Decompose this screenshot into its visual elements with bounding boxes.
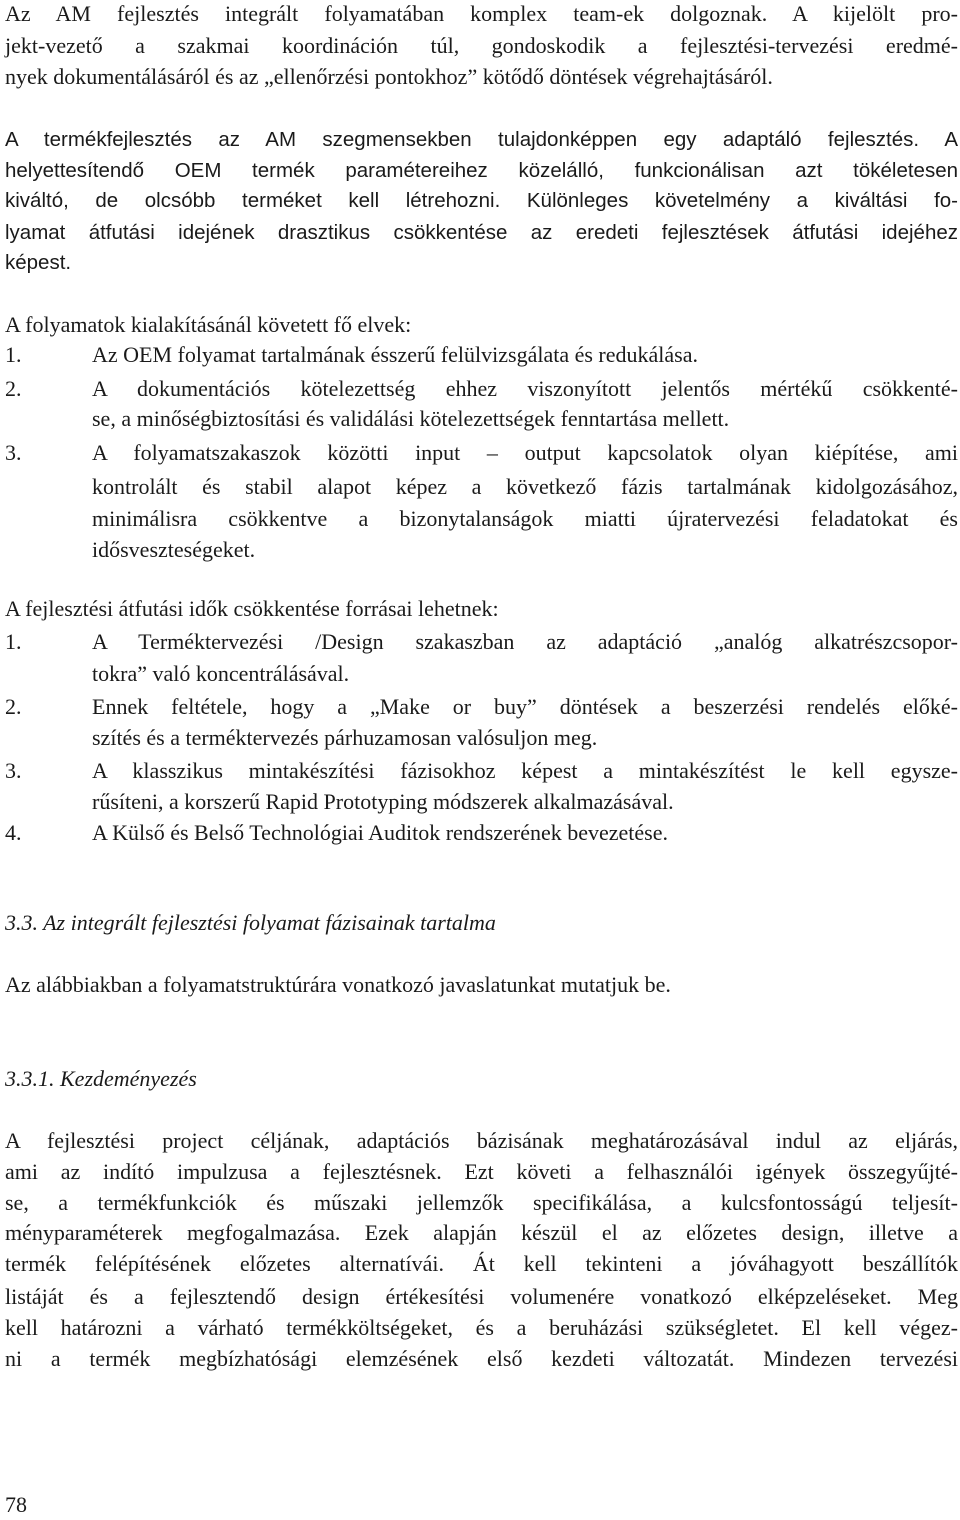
- list-number: 3.: [5, 758, 22, 783]
- list-text: Az OEM folyamat tartalmának ésszerű felülvizsgálata és redukálása.: [92, 342, 698, 367]
- list-text: Ennek feltétele, hogy a „Make or buy” döntések a beszerzési rendelés előké-: [92, 694, 958, 719]
- list-number: 2.: [5, 376, 22, 401]
- sources-intro: A fejlesztési átfutási idők csökkentése forrásai lehetnek:: [5, 596, 499, 621]
- list-text: kontrolált és stabil alapot képez a következő fázis tartalmának kidolgozásához,: [92, 474, 958, 499]
- text-line: A fejlesztési project céljának, adaptációs bázisának meghatározásával indul az eljárás,: [5, 1128, 958, 1153]
- page-number: 78: [5, 1492, 27, 1517]
- list-text: idősveszteségeket.: [92, 537, 256, 562]
- list-number: 1.: [5, 629, 22, 654]
- list-text: A Terméktervezési /Design szakaszban az adaptáció „analóg alkatrészcsopor-: [92, 629, 958, 654]
- text-line: nyek dokumentálásáról és az „ellenőrzési pontokhoz” kötődő döntések végrehajtásáról.: [5, 64, 773, 89]
- list-text: A Külső és Belső Technológiai Auditok rendszerének bevezetése.: [92, 820, 669, 845]
- text-line: jekt-vezető a szakmai koordináción túl, gondoskodik a fejlesztési-tervezési eredmé-: [5, 33, 958, 58]
- list-text: tokra” való koncentrálásával.: [92, 661, 350, 686]
- text-line: se, a termékfunkciók és műszaki jellemzők specifikálása, a kulcsfontosságú teljesít-: [5, 1190, 958, 1215]
- text-line: kiváltó, de olcsóbb terméket kell létrehozni. Különleges követelmény a kiváltási fo-: [5, 189, 958, 212]
- text-line: lyamat átfutási idejének drasztikus csökkentése az eredeti fejlesztések átfutási idejéhez: [5, 221, 958, 244]
- list-number: 2.: [5, 694, 22, 719]
- section-heading: 3.3. Az integrált fejlesztési folyamat fázisainak tartalma: [5, 910, 496, 935]
- list-number: 1.: [5, 342, 22, 367]
- text-line: ami az indító impulzusa a fejlesztésnek. Ezt követi a felhasználói igények összegyűjté-: [5, 1159, 958, 1184]
- text-line: listáját és a fejlesztendő design értékesítési volumenére vonatkozó elképzeléseket. Meg: [5, 1284, 958, 1309]
- text-line: Az AM fejlesztés integrált folyamatában komplex team-ek dolgoznak. A kijelölt pro-: [5, 1, 958, 26]
- list-number: 3.: [5, 440, 22, 465]
- list-number: 4.: [5, 820, 22, 845]
- list-text: szítés és a terméktervezés párhuzamosan valósuljon meg.: [92, 725, 598, 750]
- principles-intro: A folyamatok kialakításánál követett fő elvek:: [5, 312, 412, 337]
- text-line: ni a termék megbízhatósági elemzésének első kezdeti változatát. Mindezen tervezési: [5, 1346, 958, 1371]
- list-text: minimálisra csökkentve a bizonytalanságok miatti újratervezési feladatokat és: [92, 506, 958, 531]
- text-line: képest.: [5, 251, 72, 274]
- text-line: termék felépítésének előzetes alternatívái. Át kell tekinteni a jóváhagyott beszállítók: [5, 1251, 958, 1276]
- text-line: helyettesítendő OEM termék paramétereihez közelálló, funkcionálisan azt tökéletesen: [5, 159, 958, 182]
- text-line: kell határozni a várható termékköltségeket, és a beruházási szükségletet. El kell végez-: [5, 1315, 958, 1340]
- section-heading: 3.3.1. Kezdeményezés: [5, 1066, 197, 1091]
- section-text: Az alábbiakban a folyamatstruktúrára vonatkozó javaslatunkat mutatjuk be.: [5, 972, 671, 997]
- text-line: ményparaméterek megfogalmazása. Ezek alapján készül el az előzetes design, illetve a: [5, 1220, 958, 1245]
- list-text: se, a minőségbiztosítási és validálási kötelezettségek fenntartása mellett.: [92, 406, 730, 431]
- list-text: A folyamatszakaszok közötti input – output kapcsolatok olyan kiépítése, ami: [92, 440, 958, 465]
- list-text: A klasszikus mintakészítési fázisokhoz képest a mintakészítést le kell egysze-: [92, 758, 958, 783]
- list-text: A dokumentációs kötelezettség ehhez viszonyított jelentős mértékű csökkenté-: [92, 376, 958, 401]
- list-text: rűsíteni, a korszerű Rapid Prototyping módszerek alkalmazásával.: [92, 789, 674, 814]
- text-line: A termékfejlesztés az AM szegmensekben tulajdonképpen egy adaptáló fejlesztés. A: [5, 128, 958, 151]
